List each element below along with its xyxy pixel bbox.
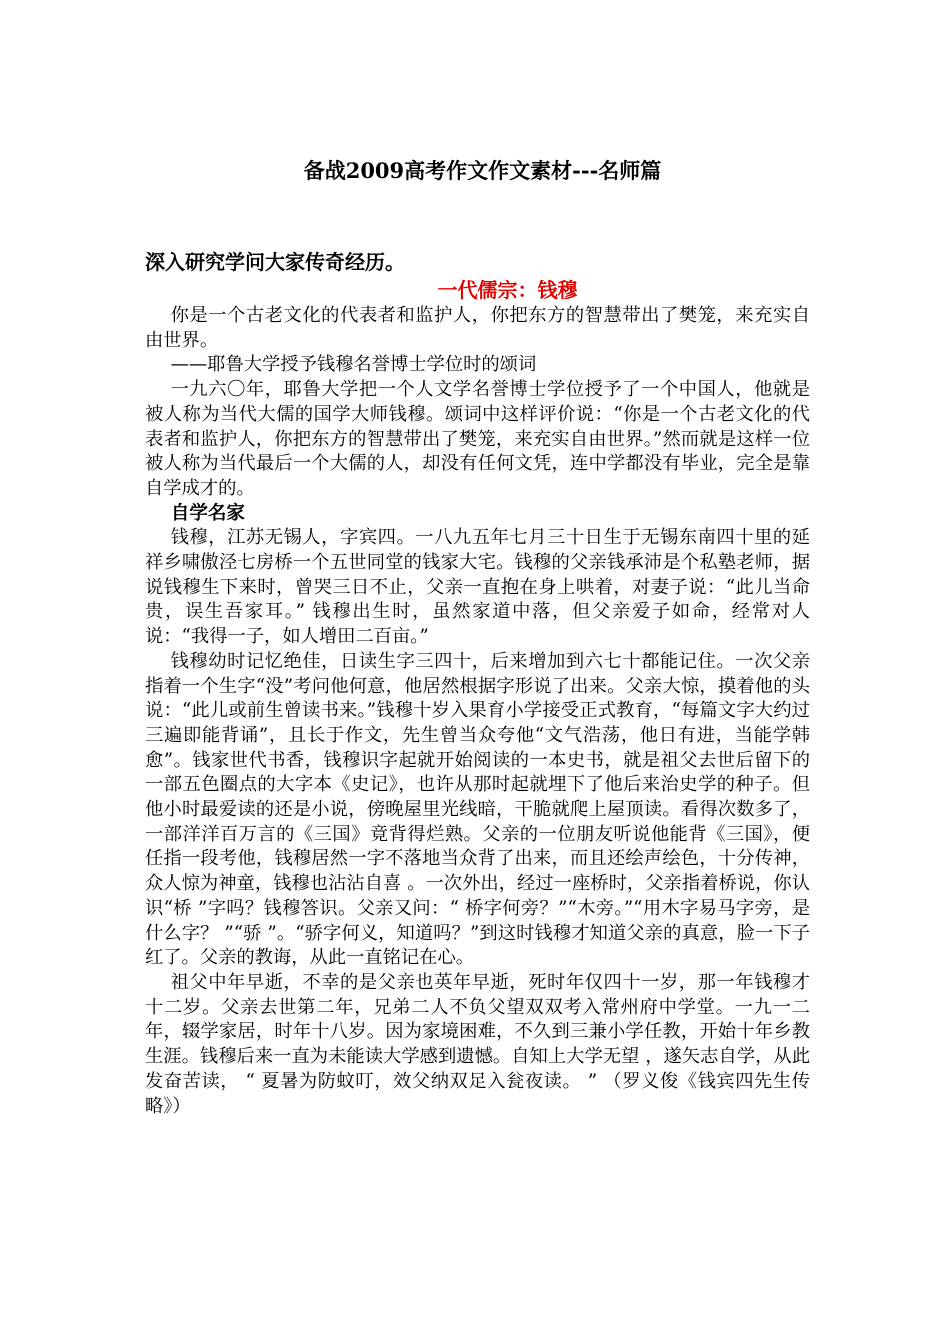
quote-attribution: ——耶鲁大学授予钱穆名誉博士学位时的颂词 — [170, 354, 537, 376]
body-paragraph: 祖父中年早逝，不幸的是父亲也英年早逝，死时年仅四十一岁，那一年钱穆才十二岁。父亲去世第二年，兄弟二人不负父望双双考入常州府中学堂。一九一二年，辍学家居，时年十八岁。因为家境困难，不久到三兼小学任教，开始十年乡教生涯。钱穆后来一直为未能读大学感到遗憾。自知上大学无望 ，遂矢志自学，从此发奋苦读， “ 夏暑为防蚊叮，效父纳双足入瓮夜读。 ” （罗义俊《钱宾四先生传略》） — [145, 971, 810, 1117]
document-page — [145, 155, 810, 1119]
sub-heading: 自学名家 — [170, 502, 245, 524]
body-paragraph: 钱穆幼时记忆绝佳，日读生字三四十，后来增加到六七十都能记住。一次父亲指着一个生字“没”考问他何意，他居然根据字形说了出来。父亲大惊，摸着他的头说：“此儿或前生曾读书来。”钱穆十岁入果育小学接受正式教育，“每篇文字大约过三遍即能背诵”，且长于作文，先生曾当众夸他“文气浩荡，他日有进，当能学韩愈”。钱家世代书香，钱穆识字起就开始阅读的一本史书，就是祖父去世后留下的一部五色圈点的大字本《史记》，也许从那时起就埋下了他后来治史学的种子。但他小时最爱读的还是小说，傍晚屋里光线暗，干脆就爬上屋顶读。看得次数多了，一部洋洋百万言的《三国》竟背得烂熟。父亲的一位朋友听说他能背《三国》，便任指一段考他，钱穆居然一字不落地当众背了出来，而且还绘声绘色，十分传神，众人惊为神童，钱穆也沾沾自喜 。一次外出，经过一座桥时，父亲指着桥说，你认识“桥 ”字吗？钱穆答识。父亲又问：“ 桥字何旁？”“木旁。”“用木字易马字旁，是什么字？ ”“骄 ”。“骄字何义，知道吗？”到这时钱穆才知道父亲的真意，脸一下子红了。父亲的教诲，从此一直铭记在心。 — [145, 650, 810, 969]
section-title: 一代儒宗：钱穆 — [437, 278, 578, 302]
body-paragraph: 一九六〇年，耶鲁大学把一个人文学名誉博士学位授予了一个中国人，他就是被人称为当代大儒的国学大师钱穆。颂词中这样评价说：“你是一个古老文化的代表者和监护人，你把东方的智慧带出了樊笼，来充实自由世界。”然而就是这样一位被人称为当代最后一个大儒的人，却没有任何文凭，连中学都没有毕业，完全是靠自学成才的。 — [145, 379, 810, 499]
quote-paragraph: 你是一个古老文化的代表者和监护人，你把东方的智慧带出了樊笼，来充实自由世界。 — [145, 305, 810, 351]
intro-heading: 深入研究学问大家传奇经历。 — [145, 250, 405, 274]
document-title: 备战2009高考作文作文素材---名师篇 — [303, 158, 662, 183]
body-paragraph: 钱穆，江苏无锡人，字宾四。一八九五年七月三十日生于无锡东南四十里的延祥乡啸傲泾七房桥一个五世同堂的钱家大宅。钱穆的父亲钱承沛是个私塾老师，据说钱穆生下来时，曾哭三日不止，父亲一直抱在身上哄着，对妻子说：“此儿当命贵，误生吾家耳。” 钱穆出生时，虽然家道中落，但父亲爱子如命，经常对人说：“我得一子，如人增田二百亩。” — [145, 527, 810, 648]
